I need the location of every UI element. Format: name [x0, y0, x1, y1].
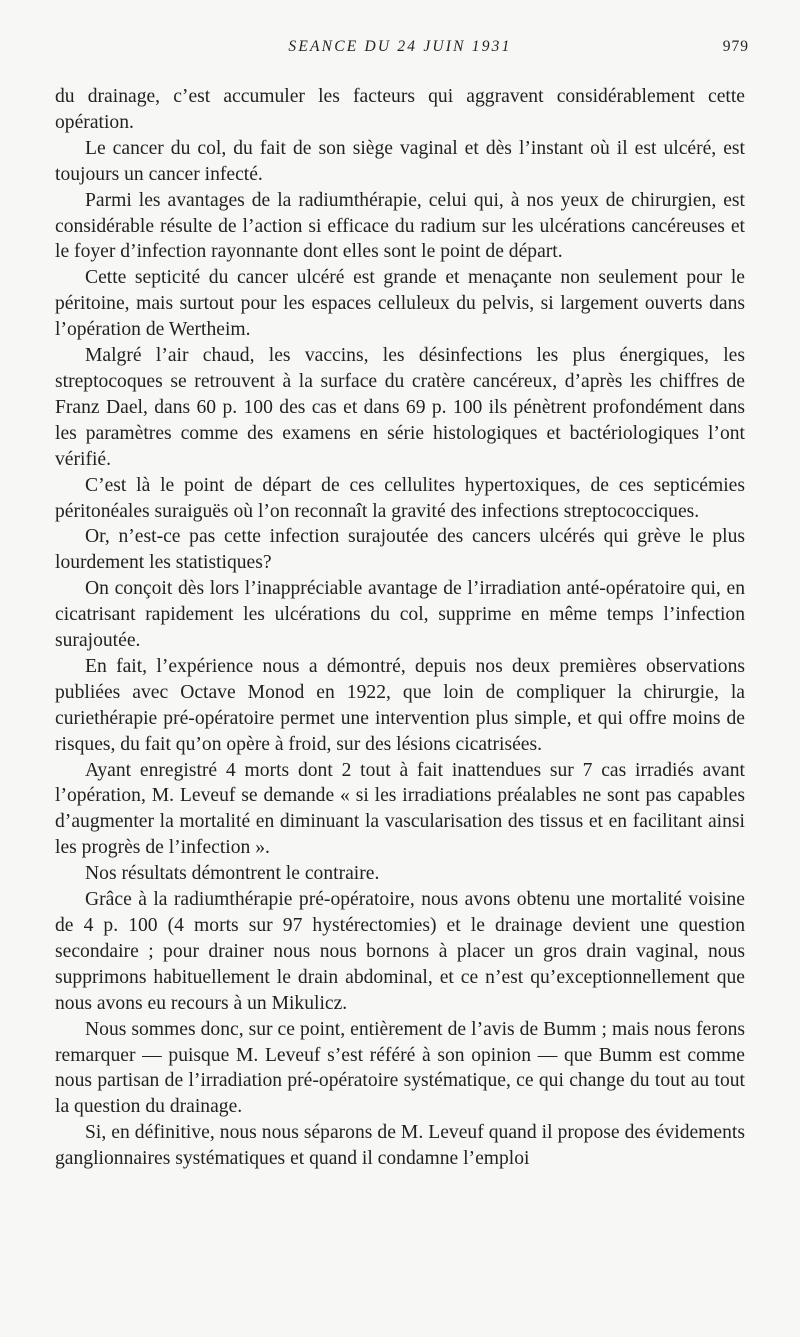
paragraph: En fait, l’expérience nous a démontré, depuis nos deux premières observations publiées avec Octave Monod en 1922, que loin de compliquer la chirurgie, la curiethérapie pré-opératoire permet une intervention plus simple, et qui offre moins de risques, du fait qu’on opère à froid, sur des lésions cicatrisées. — [55, 655, 745, 755]
paragraph: Grâce à la radiumthérapie pré-opératoire, nous avons obtenu une mortalité voisine de 4 p. 100 (4 morts sur 97 hystérectomies) et le drainage devient une question secondaire ; pour drainer nous nous bornons à placer un gros drain vaginal, nous supprimons habituellement le drain abdominal, et ce n’est qu’exceptionnellement que nous avons eu recours à un Mikulicz. — [55, 889, 745, 1014]
paragraph: Le cancer du col, du fait de son siège vaginal et dès l’instant où il est ulcéré, est toujours un cancer infecté. — [55, 137, 745, 185]
paragraph: Cette septicité du cancer ulcéré est grande et menaçante non seulement pour le péritoine, mais surtout pour les espaces celluleux du pelvis, si largement ouverts dans l’opération de Wertheim. — [55, 267, 745, 341]
paragraph: On conçoit dès lors l’inappréciable avantage de l’irradiation anté-opératoire qui, en cicatrisant rapidement les ulcérations du col, supprime en même temps l’infection surajoutée. — [55, 578, 745, 652]
paragraph: Ayant enregistré 4 morts dont 2 tout à fait inattendues sur 7 cas irradiés avant l’opération, M. Leveuf se demande « si les irradiations préalables ne sont pas capables d’augmenter la mortalité en diminuant la vascularisation des tissus et en facilitant ainsi les progrès de l’infection ». — [55, 759, 745, 859]
paragraph: Nos résultats démontrent le contraire. — [85, 863, 380, 885]
document-page — [55, 38, 749, 1172]
page-number: 979 — [722, 38, 749, 55]
body-text — [55, 84, 745, 1172]
paragraph: Si, en définitive, nous nous séparons de M. Leveuf quand il propose des évidements ganglionnaires systématiques et quand il condamne l’emploi — [55, 1122, 745, 1170]
paragraph: Parmi les avantages de la radiumthérapie, celui qui, à nos yeux de chirurgien, est considérable résulte de l’action si efficace du radium sur les ulcérations cancéreuses et le foyer d’infection rayonnante dont elles sont le point de départ. — [55, 189, 745, 263]
paragraph: Nous sommes donc, sur ce point, entièrement de l’avis de Bumm ; mais nous ferons remarquer — puisque M. Leveuf s’est référé à son opinion — que Bumm est comme nous partisan de l’irradiation pré-opératoire systématique, ce qui change du tout au tout la question du drainage. — [55, 1018, 745, 1118]
paragraph: C’est là le point de départ de ces cellulites hypertoxiques, de ces septicémies péritonéales suraiguës où l’on reconnaît la gravité des infections streptococciques. — [55, 474, 745, 522]
paragraph: du drainage, c’est accumuler les facteurs qui aggravent considérablement cette opération. — [55, 86, 745, 133]
paragraph: Malgré l’air chaud, les vaccins, les désinfections les plus énergiques, les streptocoques se retrouvent à la surface du cratère cancéreux, d’après les chiffres de Franz Dael, dans 60 p. 100 des cas et dans 69 p. 100 ils pénètrent profondément dans les paramètres comme des examens en série histologiques et bactériologiques l’ont vérifié. — [55, 345, 745, 470]
paragraph: Or, n’est-ce pas cette infection surajoutée des cancers ulcérés qui grève le plus lourdement les statistiques? — [55, 526, 745, 574]
running-header-title: SEANCE DU 24 JUIN 1931 — [288, 38, 512, 55]
running-header — [55, 38, 749, 68]
